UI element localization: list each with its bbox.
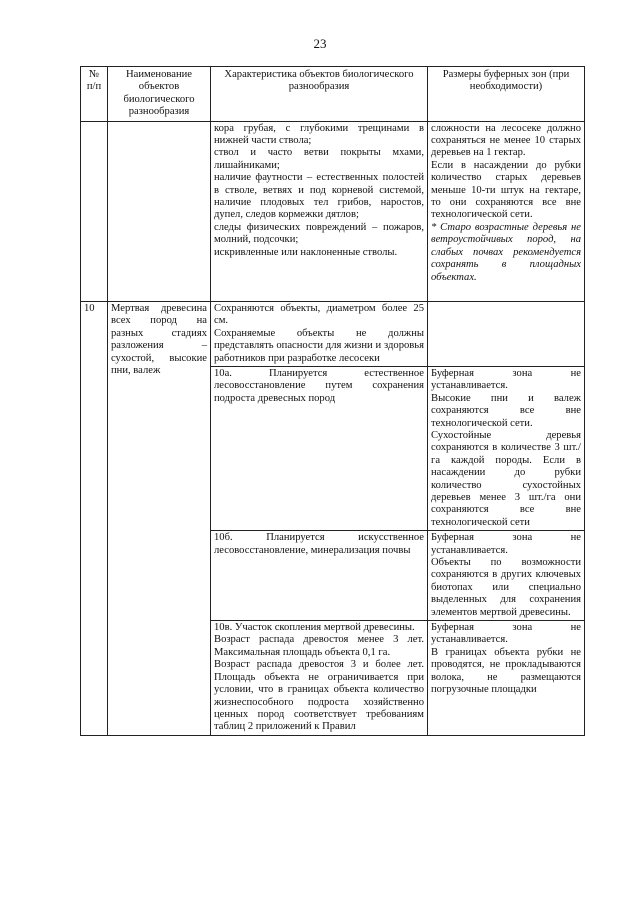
table-header-row — [81, 67, 585, 122]
row10-characteristics — [211, 301, 428, 366]
cont-char-5: искривленные или наклоненные стволы. — [214, 246, 398, 258]
header-buffer: Размеры буферных зон (при необходимости) — [428, 67, 585, 122]
page-number: 23 — [313, 36, 327, 51]
sub10v-char-3: Возраст распада древостоя 3 и более лет. Площадь объекта не ограничивается при условии, что в границах объекта количество жизнеспособного подроста хозяйственно ценных пород соответствует требованиям таблиц 2 приложений к Правил — [214, 659, 424, 733]
sub10b-buffer-1: Буферная зона не устанавливается. — [431, 532, 581, 556]
sub10b-buffer-2: Объекты по возможности сохраняются в других ключевых биотопах или специально выделенных для сохранения элементов мертвой древесины. — [431, 557, 581, 618]
cont-characteristics-cell — [211, 121, 428, 301]
sub10a-buffer-1: Буферная зона не устанавливается. — [431, 367, 581, 392]
row10-buffer — [428, 301, 585, 366]
cont-buffer-cell — [428, 121, 585, 301]
table-row-continuation — [81, 121, 585, 301]
sub10b-characteristics — [211, 531, 428, 621]
cont-char-2: ствол и часто ветви покрыты мхами, лишайниками; — [214, 147, 424, 171]
sub10b-buffer — [428, 531, 585, 621]
sub10v-characteristics — [211, 621, 428, 736]
row10-num: 10 — [81, 301, 108, 735]
cont-num-cell — [81, 121, 108, 301]
header-characteristics: Характеристика объектов биологического разнообразия — [211, 67, 428, 122]
sub10v-char-2: Возраст распада древостоя менее 3 лет. Максимальная площадь объекта 0,1 га. — [214, 634, 424, 658]
sub10v-char-1: 10в. Участок скопления мертвой древесины. — [214, 622, 415, 634]
row10-char-2: Сохраняемые объекты не должны представлять опасности для жизни и здоровья работников при разработке лесосеки — [214, 327, 424, 364]
row10-char-1: Сохраняются объекты, диаметром более 25 см. — [214, 302, 424, 327]
sub10a-char-1: 10а. Планируется естественное лесовосстановление путем сохранения подроста древесных пород — [214, 367, 424, 404]
sub10a-buffer-2: Высокие пни и валеж сохраняются все вне технологической сети. — [431, 392, 581, 429]
cont-buffer-2: Если в насаждении до рубки количество старых деревьев меньше 10-ти штук на гектаре, то они сохраняются все вне технологической сети. — [431, 159, 581, 221]
cont-char-1: кора грубая, с глубокими трещинами в нижней части ствола; — [214, 122, 424, 147]
cont-buffer-note: * Старо возрастные деревья не ветроустойчивых пород, на слабых почвах рекомендуется сохранять в площадных объектах. — [431, 221, 581, 283]
cont-char-4: следы физических повреждений – пожаров, молний, подсочки; — [214, 221, 424, 246]
sub10a-buffer-3: Сухостойные деревья сохраняются в количестве 3 шт./га каждой породы. Если в насаждении до рубки количество сухостойных деревьев менее 3 шт./га они сохраняются все вне технологической сети — [431, 429, 581, 528]
sub10b-char-1: 10б. Планируется искусственное лесовосстановление, минерализация почвы — [214, 532, 424, 556]
biodiversity-table — [80, 66, 585, 736]
sub10v-buffer — [428, 621, 585, 736]
header-num: № п/п — [81, 67, 108, 122]
sub10a-characteristics — [211, 366, 428, 530]
cont-char-3: наличие фаутности – естественных полостей в стволе, ветвях и под корневой системой, наличие плодовых тел грибов, наростов, дупел, следов кормежки дятлов; — [214, 172, 424, 221]
header-name: Наименование объектов биологического разнообразия — [108, 67, 211, 122]
sub10a-buffer — [428, 366, 585, 530]
sub10v-buffer-2: В границах объекта рубки не проводятся, не прокладываются волока, не размещаются погрузочные площадки — [431, 646, 581, 696]
table-row-10 — [81, 301, 585, 366]
cont-buffer-1: сложности на лесосеке должно сохраняться не менее 10 старых деревьев на 1 гектар. — [431, 122, 581, 159]
cont-name-cell — [108, 121, 211, 301]
row10-name: Мертвая древесина всех пород на разных стадиях разложения – сухостой, высокие пни, валеж — [108, 301, 211, 735]
sub10v-buffer-1: Буферная зона не устанавливается. — [431, 622, 581, 646]
